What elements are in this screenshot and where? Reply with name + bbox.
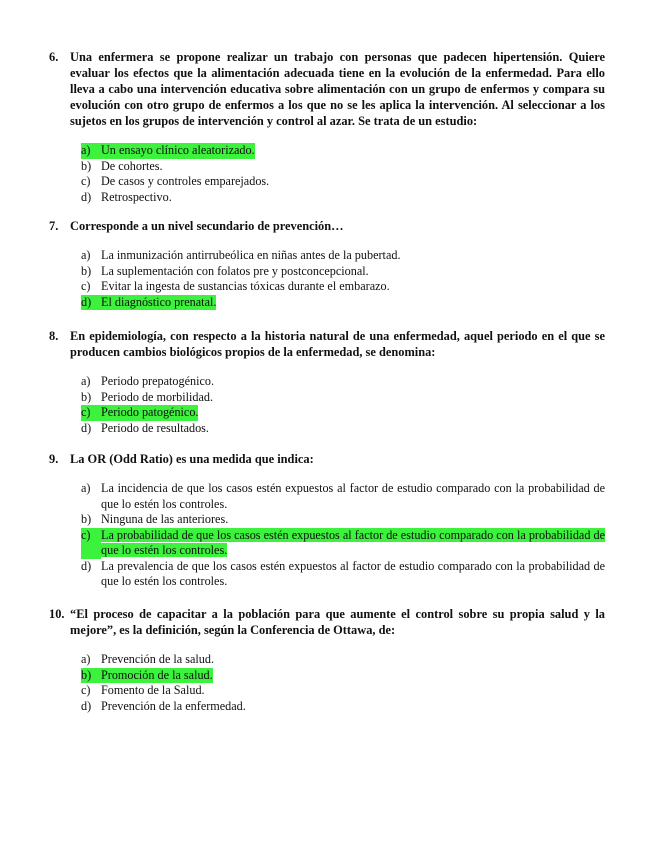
option-text: Promoción de la salud. <box>101 667 213 682</box>
question-number: 9. <box>49 452 59 466</box>
option-text: Periodo prepatogénico. <box>101 374 215 388</box>
option-letter: b) <box>81 667 92 682</box>
question-number: 8. <box>49 329 59 343</box>
option-c <box>81 405 605 421</box>
option-text: La inmunización antirrubeólica en niñas antes de la pubertad. <box>101 248 401 262</box>
option-letter: d) <box>81 420 92 435</box>
option-letter: c) <box>81 174 91 188</box>
option-c <box>81 174 605 190</box>
option-letter: c) <box>81 405 91 419</box>
option-letter: b) <box>81 512 92 526</box>
option-letter: a) <box>81 374 91 388</box>
option-a <box>81 248 605 264</box>
option-list <box>81 481 605 590</box>
option-text: La prevalencia de que los casos estén expuestos al factor de estudio comparado con la probabilidad de que lo estén los controles. <box>101 558 605 588</box>
option-letter: b) <box>81 263 92 278</box>
question-text: Una enfermera se propone realizar un trabajo con personas que padecen hipertensión. Quiere evaluar los efectos que la alimentación adecuada tiene en la evolución de la enfermedad. Para ello lleva a cabo una intervención educativa sobre alimentación con un grupo de enfermos y compara su evolución con otro grupo de enfermos a los que no se les aplica la intervención. Al seleccionar a los sujetos en los grupos de intervención y control al azar. Se trata de un estudio: <box>70 50 605 128</box>
option-c <box>81 528 605 559</box>
option-text: De cohortes. <box>101 158 163 173</box>
option-text: Periodo de morbilidad. <box>101 389 214 404</box>
option-letter: a) <box>81 652 91 666</box>
option-text: La incidencia de que los casos estén expuestos al factor de estudio comparado con la probabilidad de que lo estén los controles. <box>101 481 605 511</box>
option-b <box>81 668 605 684</box>
option-b <box>81 264 605 280</box>
option-c <box>81 279 605 295</box>
question-stem <box>49 49 605 129</box>
option-a <box>81 374 605 390</box>
option-letter: d) <box>81 558 92 573</box>
option-letter: b) <box>81 158 92 173</box>
option-letter: d) <box>81 294 92 309</box>
option-b <box>81 390 605 406</box>
option-d <box>81 559 605 590</box>
option-letter: d) <box>81 698 92 713</box>
option-b <box>81 512 605 528</box>
option-letter: a) <box>81 248 91 262</box>
question-text: Corresponde a un nivel secundario de prevención… <box>70 219 344 233</box>
option-text: La probabilidad de que los casos estén expuestos al factor de estudio comparado con la probabilidad de que lo estén los controles. <box>101 527 605 557</box>
option-a <box>81 481 605 512</box>
option-letter: c) <box>81 683 91 697</box>
option-list <box>81 374 605 436</box>
option-letter: a) <box>81 143 91 157</box>
question-text: La OR (Odd Ratio) es una medida que indica: <box>70 452 314 466</box>
option-c <box>81 683 605 699</box>
question-number: 6. <box>49 50 59 64</box>
question-number: 10. <box>49 607 65 621</box>
option-text: Retrospectivo. <box>101 189 172 204</box>
option-d <box>81 295 605 311</box>
option-text: Prevención de la salud. <box>101 652 215 666</box>
option-text: Fomento de la Salud. <box>101 683 205 697</box>
question-6 <box>49 49 605 205</box>
question-text: En epidemiología, con respecto a la historia natural de una enfermedad, aquel periodo en el que se producen cambios biológicos propios de la enfermedad, se denomina: <box>70 329 605 359</box>
option-letter: a) <box>81 481 91 495</box>
option-list <box>81 248 605 310</box>
option-text: Periodo de resultados. <box>101 420 209 435</box>
question-7 <box>49 218 605 310</box>
question-stem <box>49 218 605 234</box>
option-text: De casos y controles emparejados. <box>101 174 270 188</box>
option-d <box>81 190 605 206</box>
option-text: Ninguna de las anteriores. <box>101 512 229 526</box>
option-text: Un ensayo clínico aleatorizado. <box>101 143 255 157</box>
option-text: Prevención de la enfermedad. <box>101 698 246 713</box>
question-8 <box>49 328 605 436</box>
option-text: Evitar la ingesta de sustancias tóxicas durante el embarazo. <box>101 279 390 293</box>
question-number: 7. <box>49 219 59 233</box>
question-stem <box>49 606 605 638</box>
option-letter: c) <box>81 279 91 293</box>
option-b <box>81 159 605 175</box>
option-text: El diagnóstico prenatal. <box>101 294 217 309</box>
question-9 <box>49 451 605 590</box>
question-stem <box>49 451 605 467</box>
option-text: La suplementación con folatos pre y postconcepcional. <box>101 263 369 278</box>
option-a <box>81 143 605 159</box>
option-d <box>81 699 605 715</box>
question-stem <box>49 328 605 360</box>
option-letter: d) <box>81 189 92 204</box>
option-letter: c) <box>81 528 101 559</box>
option-list <box>81 652 605 714</box>
option-list <box>81 143 605 205</box>
option-d <box>81 421 605 437</box>
option-letter: b) <box>81 389 92 404</box>
question-10 <box>49 606 605 714</box>
option-a <box>81 652 605 668</box>
question-text: “El proceso de capacitar a la población para que aumente el control sobre su propia salud y la mejore”, es la definición, según la Conferencia de Ottawa, de: <box>70 607 605 637</box>
option-text: Periodo patogénico. <box>101 405 199 419</box>
